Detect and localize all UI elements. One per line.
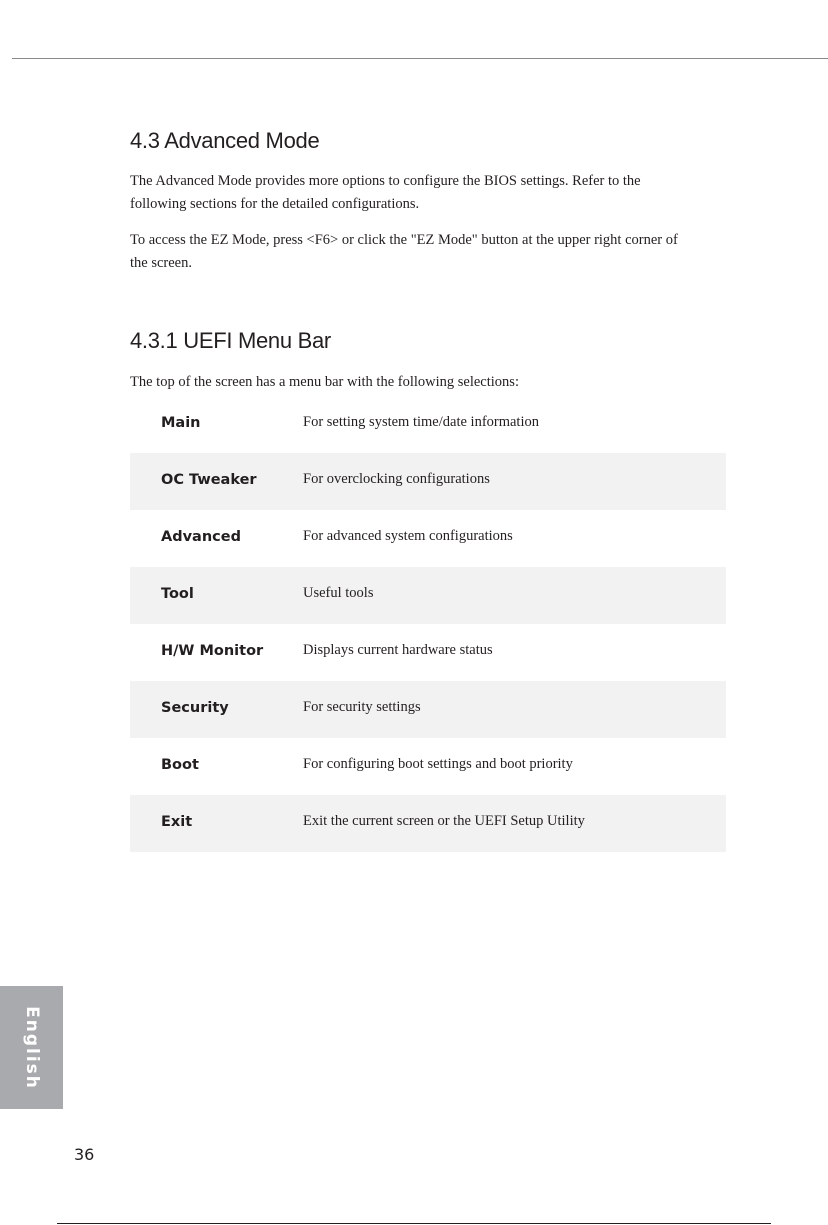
menu-item-description: For overclocking configurations	[303, 471, 490, 487]
menu-item-name: OC Tweaker	[161, 472, 257, 488]
menu-item-description: For advanced system configurations	[303, 528, 513, 544]
menu-item-name: H/W Monitor	[161, 643, 264, 659]
ez-mode-paragraph: To access the EZ Mode, press <F6> or click the "EZ Mode" button at the upper right corner of the screen.	[130, 232, 678, 271]
menu-item-description: For setting system time/date information	[303, 414, 539, 430]
menu-bar-table	[130, 396, 726, 852]
footer-rule	[57, 1223, 771, 1224]
page-number: 36	[74, 1145, 95, 1164]
language-label: English	[21, 1005, 42, 1090]
table-row	[130, 738, 726, 795]
table-row	[130, 510, 726, 567]
table-row	[130, 624, 726, 681]
menu-item-name: Advanced	[161, 529, 241, 545]
table-row	[130, 453, 726, 510]
menu-item-name: Security	[161, 700, 229, 716]
table-row	[130, 795, 726, 852]
menu-item-name: Exit	[161, 814, 193, 830]
section-heading: 4.3 Advanced Mode	[130, 128, 320, 153]
header-rule	[12, 58, 828, 59]
menu-item-name: Boot	[161, 757, 199, 773]
table-row	[130, 396, 726, 453]
menu-item-description: For security settings	[303, 699, 421, 715]
language-tab	[0, 986, 63, 1109]
menu-item-description: Exit the current screen or the UEFI Setup Utility	[303, 813, 585, 829]
menu-item-name: Main	[161, 415, 201, 431]
menu-item-description: For configuring boot settings and boot priority	[303, 756, 573, 772]
menu-item-description: Displays current hardware status	[303, 642, 493, 658]
table-row	[130, 681, 726, 738]
menu-item-name: Tool	[161, 586, 194, 602]
menu-item-description: Useful tools	[303, 585, 374, 601]
menu-bar-intro: The top of the screen has a menu bar with the following selections:	[130, 374, 519, 390]
table-row	[130, 567, 726, 624]
intro-paragraph: The Advanced Mode provides more options to configure the BIOS settings. Refer to the following sections for the detailed configurations.	[130, 173, 641, 212]
subsection-heading: 4.3.1 UEFI Menu Bar	[130, 328, 331, 353]
